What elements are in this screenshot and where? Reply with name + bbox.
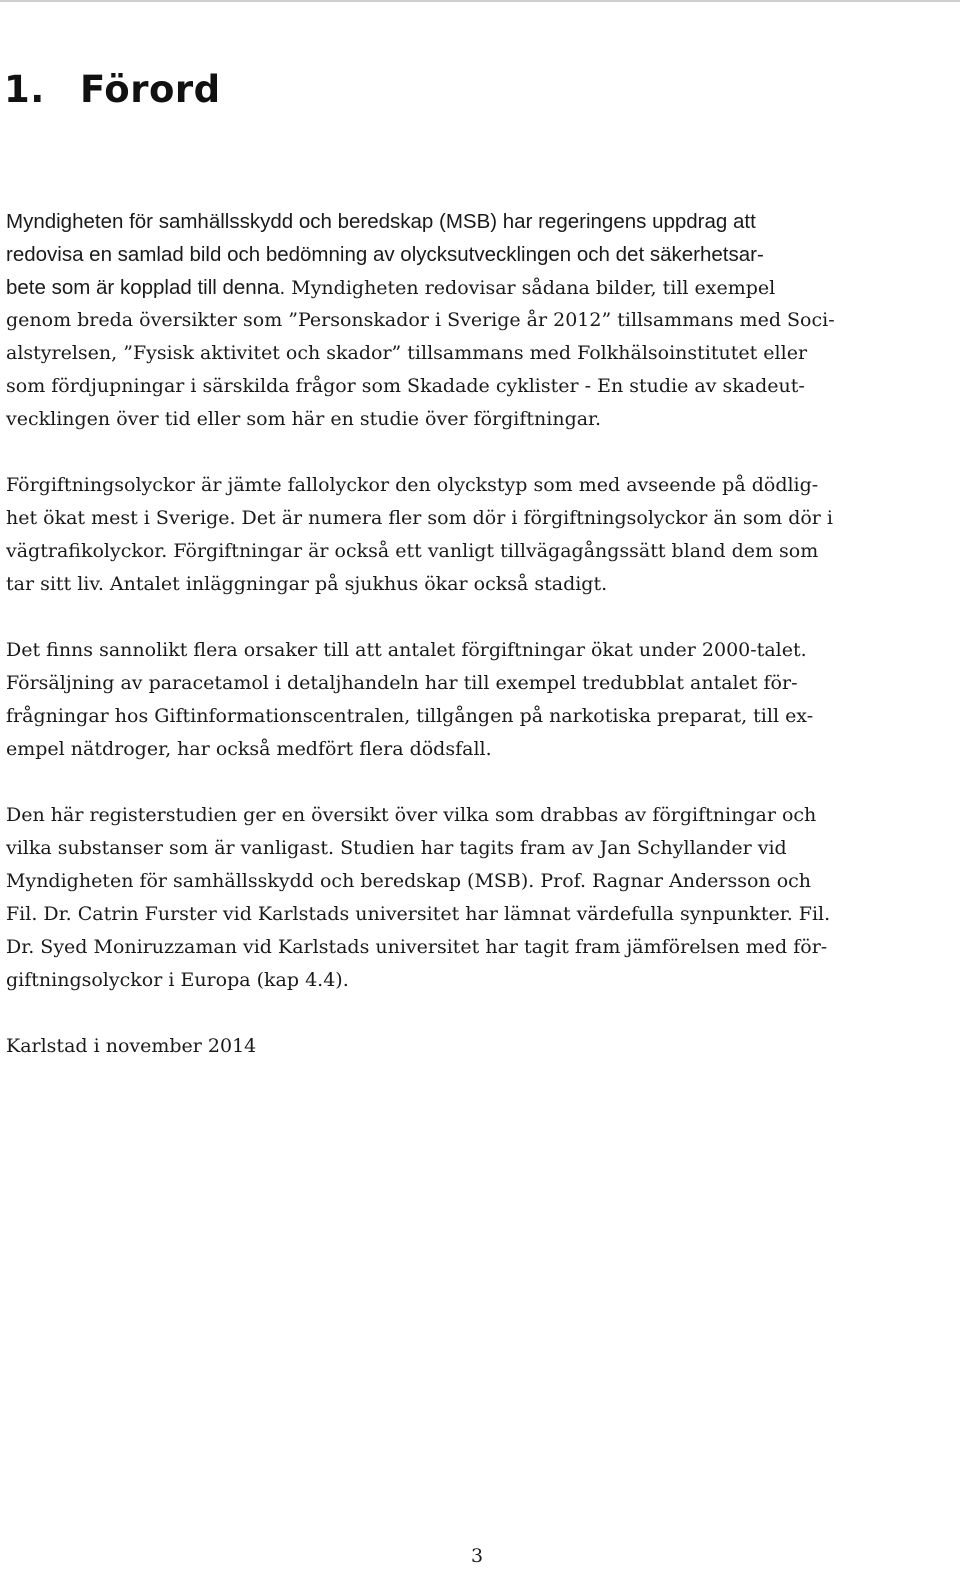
text-line: Förgiftningsolyckor är jämte fallolyckor den olyckstyp som med avseende på dödlig- [6, 474, 819, 496]
text-line: Myndigheten för samhällsskydd och beredskap (MSB). Prof. Ragnar Andersson och [6, 870, 812, 892]
text-line: vecklingen över tid eller som här en studie över förgiftningar. [6, 408, 602, 430]
text-line: Den här registerstudien ger en översikt över vilka som drabbas av förgiftningar och [6, 804, 817, 826]
text-line-part: bete som är kopplad till denna. [6, 276, 286, 299]
text-line: Myndigheten för samhällsskydd och beredskap (MSB) har regeringens uppdrag att [6, 210, 756, 233]
text-line: vägtrafikolyckor. Förgiftningar är också ett vanligt tillvägagångssätt bland dem som [6, 540, 819, 562]
body-text [6, 205, 948, 1063]
section-number: 1. [4, 68, 45, 111]
paragraph-poisoning-accidents [6, 469, 948, 601]
text-line: som fördjupningar i särskilda frågor som Skadade cyklister - En studie av skadeut- [6, 375, 805, 397]
paragraph-study [6, 799, 948, 997]
top-rule [0, 0, 960, 2]
text-line: redovisa en samlad bild och bedömning av olycksutvecklingen och det säkerhetsar- [6, 243, 764, 266]
page-number: 3 [470, 1545, 484, 1567]
signature-line [6, 1030, 948, 1063]
paragraph-causes [6, 634, 948, 766]
text-line [6, 271, 948, 304]
text-line: giftningsolyckor i Europa (kap 4.4). [6, 969, 349, 991]
text-line: genom breda översikter som ”Personskador i Sverige år 2012” tillsammans med Soci- [6, 309, 835, 331]
page-title [4, 68, 221, 111]
text-line: tar sitt liv. Antalet inläggningar på sjukhus ökar också stadigt. [6, 573, 608, 595]
text-line: Det finns sannolikt flera orsaker till att antalet förgiftningar ökat under 2000-talet. [6, 639, 807, 661]
place-date: Karlstad i november 2014 [6, 1035, 257, 1057]
text-line: het ökat mest i Sverige. Det är numera fler som dör i förgiftningsolyckor än som dör i [6, 507, 834, 529]
text-line: Dr. Syed Moniruzzaman vid Karlstads universitet har tagit fram jämförelsen med för- [6, 936, 828, 958]
paragraph-intro [6, 205, 948, 436]
section-title: Förord [80, 68, 221, 111]
text-line-part: Myndigheten redovisar sådana bilder, till exempel [285, 277, 776, 299]
text-line: vilka substanser som är vanligast. Studien har tagits fram av Jan Schyllander vid [6, 837, 787, 859]
text-line: Försäljning av paracetamol i detaljhandeln har till exempel tredubblat antalet för- [6, 672, 798, 694]
text-line: frågningar hos Giftinformationscentralen, tillgången på narkotiska preparat, till ex- [6, 705, 814, 727]
text-line: alstyrelsen, ”Fysisk aktivitet och skador” tillsammans med Folkhälsoinstitutet eller [6, 342, 808, 364]
text-line: Fil. Dr. Catrin Furster vid Karlstads universitet har lämnat värdefulla synpunkter. Fil. [6, 903, 831, 925]
text-line: empel nätdroger, har också medfört flera dödsfall. [6, 738, 492, 760]
